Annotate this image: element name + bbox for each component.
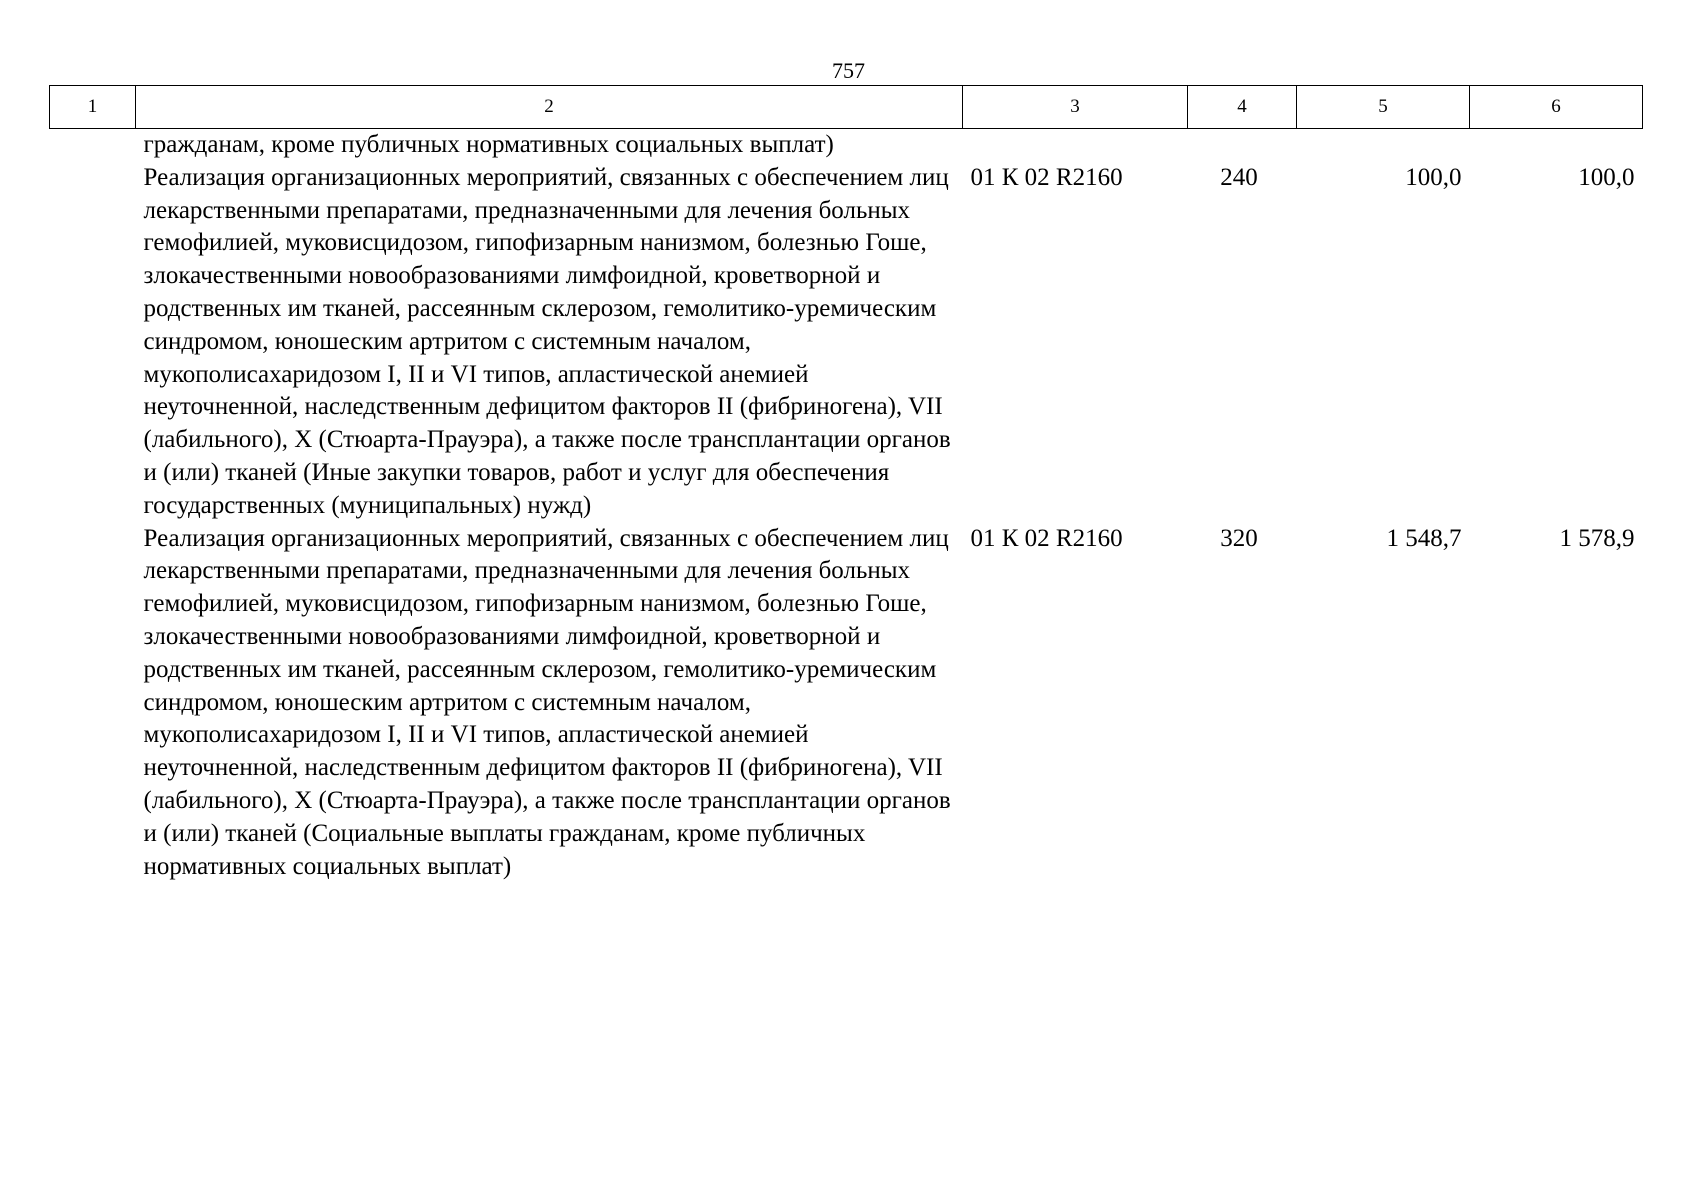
budget-table <box>49 85 1643 883</box>
column-header-3: 3 <box>963 86 1188 129</box>
header-row <box>50 86 1643 129</box>
continuation-text: гражданам, кроме публичных нормативных социальных выплат) <box>143 131 834 158</box>
empty-cell <box>1470 129 1643 162</box>
column-header-1: 1 <box>50 86 136 129</box>
row-code: 01 К 02 R2160 <box>970 163 1123 191</box>
row-name: Реализация организационных мероприятий, связанных с обеспечением лиц лекарственными препаратами, предназначенными для лечения больных гемофилией, муковисцидозом, гипофизарным нанизмом, болезнью Гоше, злокачественными новообразованиями лимфоидной, кроветворной и родственных им тканей, рассеянным склерозом, гемолитико-уремическим синдромом, юношеским артритом с системным началом, мукополисахаридозом I, II и VI типов, апластической анемией неуточненной, наследственным дефицитом факторов II (фибриногена), VII (лабильного), X (Стюарта-Прауэра), а также после трансплантации органов и (или) тканей (Иные закупки товаров, работ и услуг для обеспечения государственных (муниципальных) нужд) <box>143 163 951 519</box>
empty-cell <box>50 162 136 523</box>
continuation-row <box>50 129 1643 162</box>
page-number: 757 <box>832 58 865 83</box>
row-expense-type: 320 <box>1220 524 1258 552</box>
row-value-1: 1 548,7 <box>1386 524 1462 552</box>
empty-cell <box>50 129 136 162</box>
row-name: Реализация организационных мероприятий, связанных с обеспечением лиц лекарственными препаратами, предназначенными для лечения больных гемофилией, муковисцидозом, гипофизарным нанизмом, болезнью Гоше, злокачественными новообразованиями лимфоидной, кроветворной и родственных им тканей, рассеянным склерозом, гемолитико-уремическим синдромом, юношеским артритом с системным началом, мукополисахаридозом I, II и VI типов, апластической анемией неуточненной, наследственным дефицитом факторов II (фибриногена), VII (лабильного), X (Стюарта-Прауэра), а также после трансплантации органов и (или) тканей (Социальные выплаты гражданам, кроме публичных нормативных социальных выплат) <box>143 524 951 880</box>
table-header <box>50 86 1643 129</box>
empty-cell <box>1297 129 1470 162</box>
table-body <box>50 129 1643 884</box>
row-value-2: 1 578,9 <box>1559 524 1635 552</box>
column-header-5: 5 <box>1297 86 1470 129</box>
table-row <box>50 162 1643 523</box>
empty-cell <box>963 129 1188 162</box>
column-header-4: 4 <box>1188 86 1297 129</box>
empty-cell <box>50 523 136 884</box>
row-expense-type: 240 <box>1220 163 1258 191</box>
empty-cell <box>1188 129 1297 162</box>
row-value-2: 100,0 <box>1578 163 1635 191</box>
row-value-1: 100,0 <box>1405 163 1462 191</box>
table-row <box>50 523 1643 884</box>
column-header-6: 6 <box>1470 86 1643 129</box>
column-header-2: 2 <box>136 86 963 129</box>
row-code: 01 К 02 R2160 <box>970 524 1123 552</box>
